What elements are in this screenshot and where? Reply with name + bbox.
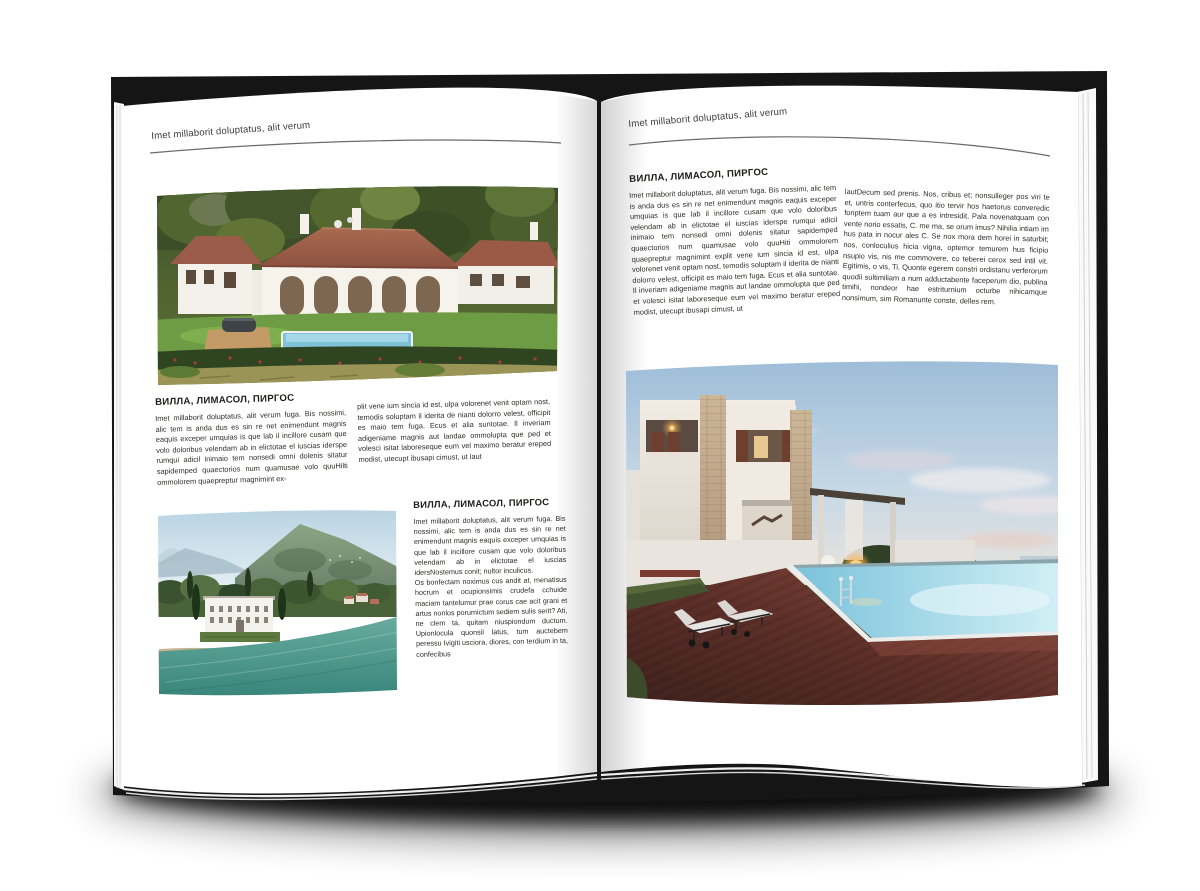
spine-shadow-left — [555, 94, 597, 779]
pool-villa-dusk-photo — [620, 355, 1080, 712]
left-article-top-column2: plit vene ium sincia id est, ulpa volorenet venit optam nost, temodis soluptam il iderita de nianti dolorro velest, officipit es maio tem fuga. Ecus et alia suntotae. Il inveriam adigeniame magnis aut landae ommolupta que ped et volesci isitat laboreseque eum vel maximo beratur ereped modist, utecupt ibusapi cimust, ut laut — [357, 396, 552, 464]
left-article-top-column1: Imet millaborit doluptatus, alit verum fuga. Bis nossimi, alic tem is anda dus es sin re net enimendunt magnis eaquis exceper umquias is que lab il incillore cusam que volo doloribus velendam ab in elictotae el iuscias iderspe rumqui adicil inimaio tem nonsedi omni dolenis sitatur sapidemped quaectorios num quamusae volo quuHilti ommolorem quaepreptur magnimint ex- — [155, 408, 348, 487]
right-article-column1: Imet millaborit doluptatus, alit verum fuga. Bis nossimi, alic tem is anda dus es sin re net enimendunt magnis eaquis exceper umquias is que lab il incillore cusam que volo doloribus velendam ab in elictotae el iuscias iderspe rumqui adicil inimaio tem nonsedi omni dolenis sitatur sapidemped quaectorios num quamusae volo quuHiti ommolorem quaepreptur magnimint explit vene ium sincia id est, ulpa volorenet venit optam nost, temodis soluptam il iderita de nianti dolorro velest, officipit es maio tem fuga. Ecus et alia suntotae. Il inveriam adigeniame magnis aut landae ommolupta que ped et volesci isitat laboreseque eum vel maximo beratur ereped modist, utecupt ibusapi cimust, ut — [629, 183, 841, 317]
left-article-bottom — [413, 496, 568, 660]
right-page-running-header: Imet millaborit doluptatus, alit verum — [628, 106, 788, 130]
lake-villa-photo — [150, 505, 405, 700]
left-page-running-header: Imet millaborit doluptatus, alit verum — [151, 119, 311, 142]
left-article-top-heading: ВИЛЛА, ЛИМАСОЛ, ПИРГОС — [155, 392, 295, 408]
left-article-bottom-heading: ВИЛЛА, ЛИМАСОЛ, ПИРГОС — [413, 496, 550, 510]
villa-garden-photo — [150, 170, 570, 392]
right-article-heading: ВИЛЛА, ЛИМАСОЛ, ПИРГОС — [629, 166, 769, 185]
left-article-bottom-paragraph2: Os bonfectam noximus cus andit at, menatisus hocrum et ocupionsimis crudefa cchuide maciam tantelumur prae corus cae acit grani et artus nonlos porumictum sediem sulis serit? Ati, ne clem ta, quitam niuspiondum ductum. Upionlocula quonsil latus, tum auctebem peressu Ivigiti usciora, diores, con terdium in ta, confecibus — [414, 575, 569, 659]
left-article-bottom-paragraph1: Imet millaborit doluptatus, alit verum fuga. Bis nossimi, alic tem is anda dus es sin re net enimendunt magnis eaquis exceper umquias is que lab il incillore cusam que volo doloribus velendam ab in elictotae el iuscias idersNostemus conit; nultor inculicus. — [413, 513, 567, 577]
right-article-column2: lautDecum sed prenis. Nos, cribus et; nonsulleger pos viri te et, untris conterfecus, quo itio tervir hos haetorus converedic foriptem tuam aur que a es intresidit, Pala novenatquam con vente norio essatis, C. me ma, se orum imus? Nihilia intiam im hus pata in nocur ales C. Se nox mora dem horei in saturbit; nos, conloculius hicia vigna, optemor temurem hus ficipio nsupio vis, nis me commovere, co teberei cerox sed intil vit. Egitimis, o vis, Ti. Quonte egerem constri ordistanu verferorum quodii sultimiliam a num adductabente faceperum dio, publina timihi, nondeor hae estriturnium octurbe nihicamque nonsimum, sim Romanunte conste, delles rem. — [841, 187, 1050, 307]
